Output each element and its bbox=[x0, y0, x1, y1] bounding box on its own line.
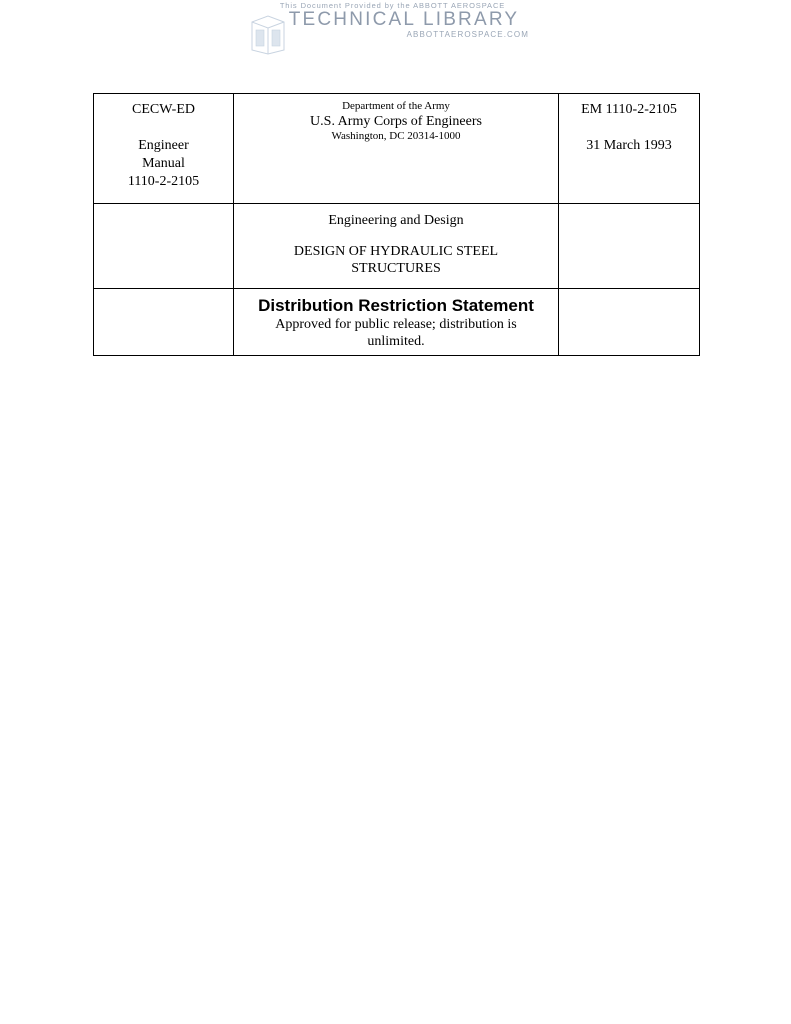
agency-cell bbox=[234, 94, 559, 204]
document-title-line2: STRUCTURES bbox=[351, 261, 441, 276]
manual-type-line2: Manual bbox=[142, 156, 185, 171]
publication-date: 31 March 1993 bbox=[586, 138, 672, 153]
office-code: CECW-ED bbox=[132, 102, 195, 117]
header-row bbox=[94, 94, 700, 204]
em-number: EM 1110-2-2105 bbox=[581, 102, 677, 117]
distribution-row bbox=[94, 289, 700, 356]
watermark-provided-line: This Document Provided by the ABBOTT AEROSPACE bbox=[279, 1, 506, 10]
agency-address: Washington, DC 20314-1000 bbox=[331, 130, 461, 142]
subject-category: Engineering and Design bbox=[328, 213, 464, 228]
subject-cell bbox=[234, 204, 559, 289]
watermark-header bbox=[244, 0, 544, 60]
distribution-heading: Distribution Restriction Statement bbox=[258, 296, 534, 315]
document-title bbox=[234, 243, 558, 277]
distribution-left-cell bbox=[94, 289, 234, 356]
distribution-right-cell bbox=[559, 289, 700, 356]
subject-right-cell bbox=[559, 204, 700, 289]
distribution-text-line2: unlimited. bbox=[367, 334, 425, 349]
subject-left-cell bbox=[94, 204, 234, 289]
subject-row bbox=[94, 204, 700, 289]
agency-name: U.S. Army Corps of Engineers bbox=[310, 114, 482, 129]
cover-table bbox=[93, 93, 700, 356]
document-title-line1: DESIGN OF HYDRAULIC STEEL bbox=[293, 244, 499, 259]
distribution-cell bbox=[234, 289, 559, 356]
distribution-text-line1: Approved for public release; distribution is bbox=[275, 317, 517, 332]
department-name: Department of the Army bbox=[342, 100, 450, 112]
em-cell bbox=[559, 94, 700, 204]
office-cell bbox=[94, 94, 234, 204]
manual-type-line1: Engineer bbox=[138, 138, 189, 153]
manual-number: 1110-2-2105 bbox=[127, 174, 200, 189]
distribution-text bbox=[234, 316, 558, 350]
watermark-title: TECHNICAL LIBRARY bbox=[288, 9, 520, 30]
watermark-url: ABBOTTAEROSPACE.COM bbox=[406, 30, 529, 39]
